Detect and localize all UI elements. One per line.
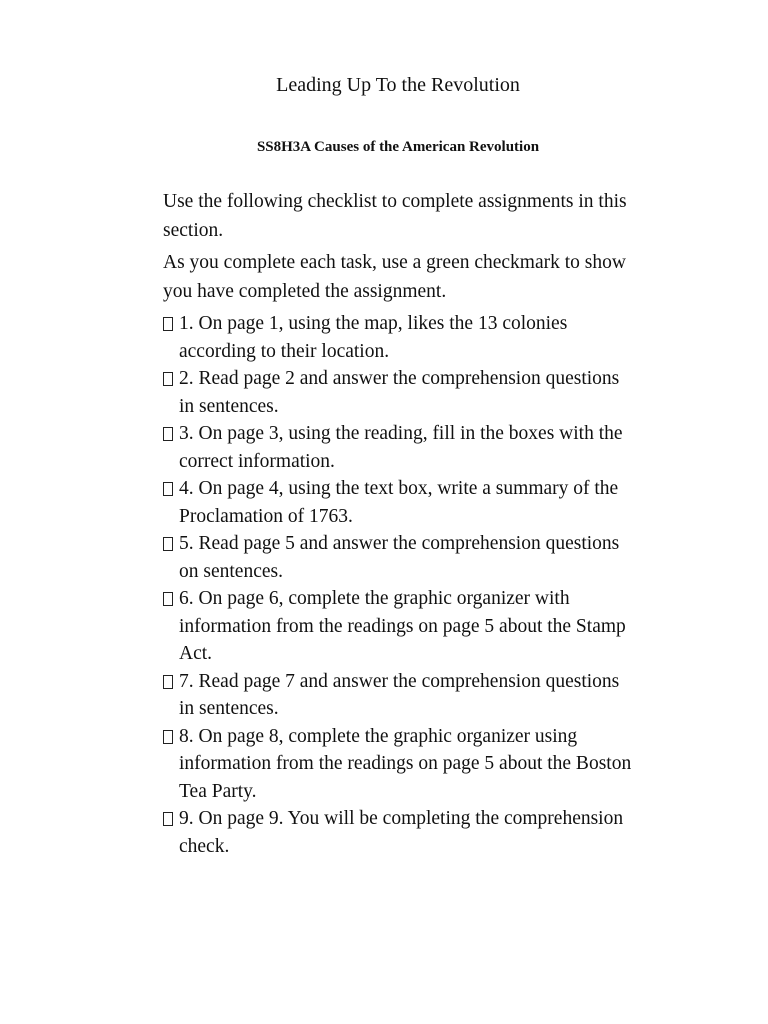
checklist-item-text: 3. On page 3, using the reading, fill in the boxes with the correct information.	[179, 423, 623, 472]
intro-paragraph-2: As you complete each task, use a green checkmark to show you have completed the assignment.	[163, 252, 626, 302]
checklist-item-text: 1. On page 1, using the map, likes the 13 colonies according to their location.	[179, 313, 568, 362]
checklist-item-7	[163, 668, 633, 723]
checkbox-icon	[163, 317, 173, 331]
checklist-item-2	[163, 365, 633, 420]
checkbox-icon	[163, 427, 173, 441]
page-title: Leading Up To the Revolution	[276, 74, 520, 96]
checklist-item-text: 4. On page 4, using the text box, write a summary of the Proclamation of 1763.	[179, 478, 619, 527]
checklist-content	[163, 188, 633, 860]
checklist-item-text: 6. On page 6, complete the graphic organizer with information from the readings on page 5 about the Stamp Act.	[179, 588, 626, 664]
checkbox-icon	[163, 482, 173, 496]
checklist-item-text: 8. On page 8, complete the graphic organizer using information from the readings on page 5 about the Boston Tea Party.	[179, 725, 632, 802]
assignment-checklist	[163, 310, 633, 860]
checklist-item-4	[163, 475, 633, 530]
checklist-item-text: 7. Read page 7 and answer the comprehension questions in sentences.	[179, 670, 620, 719]
checklist-item-6	[163, 585, 633, 668]
checkbox-icon	[163, 537, 173, 551]
intro-paragraph-1: Use the following checklist to complete assignments in this section.	[163, 191, 627, 241]
checkbox-icon	[163, 812, 173, 826]
checkbox-icon	[163, 372, 173, 386]
checklist-item-text: 9. On page 9. You will be completing the comprehension check.	[179, 808, 624, 857]
checklist-item-1	[163, 310, 633, 365]
standard-subtitle: SS8H3A Causes of the American Revolution	[256, 139, 540, 155]
checkbox-icon	[163, 592, 173, 606]
checkbox-icon	[163, 730, 173, 744]
checklist-item-text: 2. Read page 2 and answer the comprehension questions in sentences.	[179, 368, 620, 417]
checklist-item-5	[163, 530, 633, 585]
checklist-item-3	[163, 420, 633, 475]
checkbox-icon	[163, 675, 173, 689]
checklist-item-8	[163, 723, 633, 806]
checklist-item-9	[163, 805, 633, 860]
checklist-item-text: 5. Read page 5 and answer the comprehension questions on sentences.	[179, 533, 620, 582]
